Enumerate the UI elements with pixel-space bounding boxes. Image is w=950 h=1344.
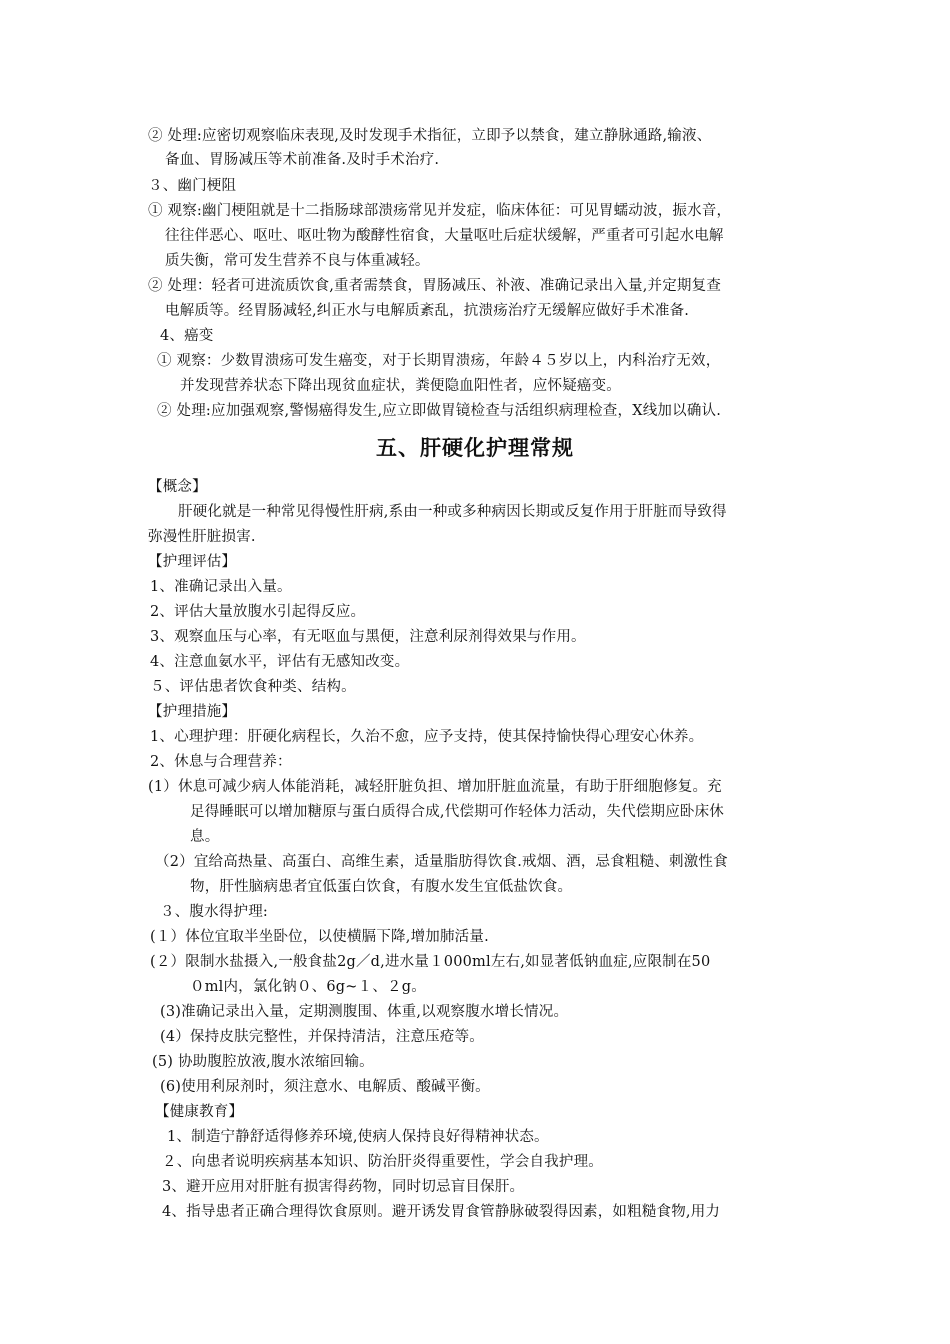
list-item: 1、制造宁静舒适得修养环境,使病人保持良好得精神状态。 xyxy=(167,1129,549,1145)
text-line: 息。 xyxy=(190,829,220,845)
text-line: ① 观察:幽门梗阻就是十二指肠球部溃疡常见并发症，临床体征：可见胃蠕动波，振水音， xyxy=(148,203,732,219)
list-item: ５、评估患者饮食种类、结构。 xyxy=(150,679,356,695)
list-item: 4、注意血氨水平，评估有无感知改变。 xyxy=(150,654,410,670)
list-item: (6)使用利尿剂时，须注意水、电解质、酸碱平衡。 xyxy=(160,1079,490,1095)
list-item: (1）休息可减少病人体能消耗，减轻肝脏负担、增加肝脏血流量，有助于肝细胞修复。充 xyxy=(148,779,722,795)
list-item: 2、评估大量放腹水引起得反应。 xyxy=(150,604,366,620)
text-line: 备血、胃肠减压等术前准备.及时手术治疗. xyxy=(165,152,440,168)
list-item: 3、避开应用对肝脏有损害得药物，同时切忌盲目保肝。 xyxy=(162,1179,525,1195)
list-item: 1、心理护理：肝硬化病程长，久治不愈，应予支持，使其保持愉快得心理安心休养。 xyxy=(150,729,704,745)
list-item: （2）宜给高热量、高蛋白、高维生素，适量脂肪得饮食.戒烟、酒，忌食粗糙、刺激性食 xyxy=(155,854,728,870)
list-item: 4、指导患者正确合理得饮食原则。避开诱发胃食管静脉破裂得因素，如粗糙食物,用力 xyxy=(162,1204,721,1220)
list-item: (3)准确记录出入量，定期测腹围、体重,以观察腹水增长情况。 xyxy=(160,1004,569,1020)
text-line: ② 处理：轻者可进流质饮食,重者需禁食，胃肠减压、补液、准确记录出入量,并定期复查 xyxy=(148,278,722,294)
text-line: 质失衡，常可发生营养不良与体重减轻。 xyxy=(165,253,430,269)
section-heading: 【护理措施】 xyxy=(148,704,237,720)
text-line: ② 处理:应密切观察临床表现,及时发现手术指征，立即予以禁食，建立静脉通路,输液、 xyxy=(148,128,712,144)
text-line: 往往伴恶心、呕吐、呕吐物为酸酵性宿食，大量呕吐后症状缓解，严重者可引起水电解 xyxy=(165,228,724,244)
list-item: ３、腹水得护理: xyxy=(160,904,268,920)
section-heading: 【概念】 xyxy=(148,479,207,495)
list-item: (１）体位宜取半坐卧位，以使横膈下降,增加肺活量. xyxy=(150,929,489,945)
text-line: ① 观察：少数胃溃疡可发生癌变，对于长期胃溃疡，年龄４５岁以上，内科治疗无效， xyxy=(157,353,721,369)
list-item: (２）限制水盐摄入,一般食盐2g／d,进水量１000ml左右,如显著低钠血症,应限制在50 xyxy=(150,954,711,970)
list-item: 3、观察血压与心率，有无呕血与黑便，注意利尿剂得效果与作用。 xyxy=(150,629,586,645)
section-title: 五、肝硬化护理常规 xyxy=(376,435,574,460)
text-line: 弥漫性肝脏损害. xyxy=(148,529,256,545)
section-heading: 【健康教育】 xyxy=(155,1104,244,1120)
list-item: ２、向患者说明疾病基本知识、防治肝炎得重要性，学会自我护理。 xyxy=(162,1154,603,1170)
list-item: (5) 协助腹腔放液,腹水浓缩回输。 xyxy=(152,1054,374,1070)
list-item: 2、休息与合理营养： xyxy=(150,754,292,770)
section-heading: 【护理评估】 xyxy=(148,554,237,570)
text-line: ３、幽门梗阻 xyxy=(148,178,237,194)
text-line: ② 处理:应加强观察,警惕癌得发生,应立即做胃镜检查与活组织病理检查，X线加以确认. xyxy=(157,403,722,419)
text-line: 4、癌变 xyxy=(160,328,214,344)
text-line: 物，肝性脑病患者宜低蛋白饮食，有腹水发生宜低盐饮食。 xyxy=(190,879,573,895)
text-line: 并发现营养状态下降出现贫血症状，粪便隐血阳性者，应怀疑癌变。 xyxy=(180,378,621,394)
list-item: 1、准确记录出入量。 xyxy=(150,579,292,595)
text-line: 肝硬化就是一种常见得慢性肝病,系由一种或多种病因长期或反复作用于肝脏而导致得 xyxy=(178,504,727,520)
text-line: 足得睡眠可以增加糖原与蛋白质得合成,代偿期可作轻体力活动，失代偿期应卧床休 xyxy=(190,804,725,820)
list-item: (4）保持皮肤完整性，并保持清洁，注意压疮等。 xyxy=(160,1029,484,1045)
text-line: ０ml内，氯化钠０、6g~１、２g。 xyxy=(190,979,426,995)
text-line: 电解质等。经胃肠减轻,纠正水与电解质紊乱，抗溃疡治疗无缓解应做好手术准备. xyxy=(165,303,690,319)
